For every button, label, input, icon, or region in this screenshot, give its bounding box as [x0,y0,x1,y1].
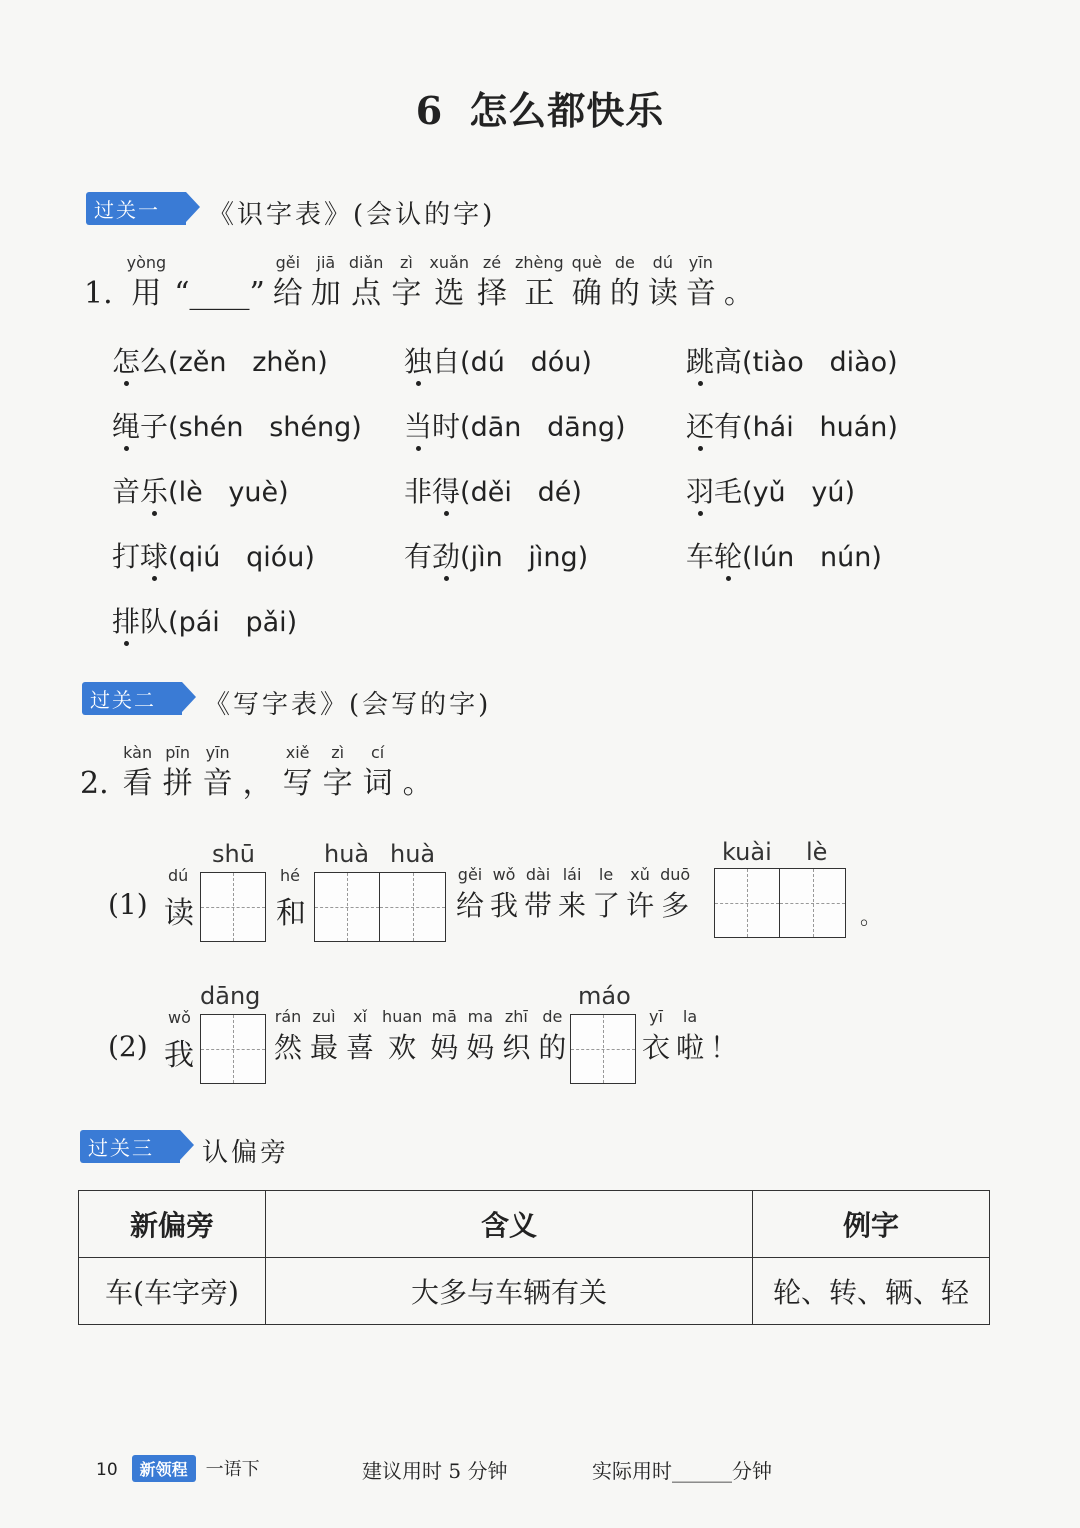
pinyin: de [614,253,635,272]
q1-token [311,252,341,314]
hanzi: 带 [524,889,553,922]
section3-header [80,1130,289,1169]
write-line-2 [108,980,1058,1090]
hanzi: 喜 [346,1031,375,1064]
line1-token [660,864,690,926]
grade-label: 一语下 [205,1459,260,1480]
hanzi: 了 [592,889,621,922]
page-title [0,80,1080,135]
pinyin: zé [482,253,502,272]
writing-box-huahua[interactable] [314,872,446,942]
line2-token [538,1006,566,1068]
char-wo: 我 [164,1038,194,1073]
pinyin: jiā [316,253,336,272]
reading-item[interactable] [404,405,626,445]
lesson-number: 6 [415,88,444,133]
hanzi: 妈 [466,1031,495,1064]
pinyin: kàn [123,743,153,762]
char-he: 和 [276,896,306,931]
q1-token [127,252,167,314]
pinyin-options[interactable]: (zěn zhěn) [168,347,328,378]
pinyin-options[interactable]: (děi dé) [460,477,582,508]
hanzi: 的 [609,276,640,311]
dotted-char: 轮 [714,540,743,573]
pinyin: de [542,1007,563,1026]
writing-box-shu[interactable] [200,872,266,946]
hanzi: “____” [174,276,265,311]
hanzi: 织 [502,1031,531,1064]
hanzi: 的 [538,1031,567,1064]
pinyin: yīn [205,743,230,762]
q1-token [174,252,265,314]
pinyin: diǎn [348,253,384,272]
pinyin-options[interactable]: (qiú qióu) [168,542,315,573]
section2-title: 《写字表》(会写的字) [204,690,492,720]
hanzi: ， [242,766,273,801]
hanzi: ！ [710,1031,739,1064]
dotted-char: 还 [686,410,715,443]
pinyin-options[interactable]: (dān dāng) [460,412,626,443]
pinyin: duō [660,865,691,884]
pinyin: yīn [688,253,713,272]
q1-token [477,252,507,314]
pinyin: lái [562,865,582,884]
char: 非 [404,475,433,508]
hanzi: 给 [272,276,303,311]
q2-token [163,742,193,804]
char: 有 [714,410,743,443]
section1-badge: 过关一 [86,192,186,225]
box1-pinyin: shū [212,840,255,868]
line2-label: (2) [108,1030,148,1063]
section1-header [86,192,495,231]
pinyin: zhèng [514,253,564,272]
line1-token [592,864,620,926]
q1-token [429,252,469,314]
hanzi: 拼 [162,766,193,801]
line2-token [502,1006,530,1068]
reading-item[interactable] [112,600,297,640]
question2-number: 2. [80,766,109,801]
q1-token [273,252,303,314]
char: 打 [112,540,141,573]
pinyin: dài [525,865,551,884]
line1-token [456,864,484,926]
pinyin-options[interactable]: (tiào diào) [742,347,898,378]
write-line-1 [108,838,1058,948]
hanzi: 啦 [676,1031,705,1064]
reading-item[interactable] [112,535,315,575]
pinyin-options[interactable]: (lè yuè) [168,477,289,508]
section1-title: 《识字表》(会认的字) [208,200,496,230]
section2-header [82,682,491,721]
reading-item[interactable] [686,535,882,575]
pinyin: xuǎn [429,253,469,272]
line1-label: (1) [108,888,148,921]
pinyin-options[interactable]: (dú dóu) [460,347,592,378]
pinyin-options[interactable]: (jìn jìng) [460,542,589,573]
char: 队 [140,605,169,638]
line1-token [524,864,552,926]
section2-badge: 过关二 [82,682,182,715]
footer-left [96,1455,260,1482]
line1-end-punct: 。 [860,905,883,930]
hanzi: 最 [310,1031,339,1064]
pinyin: le [598,865,614,884]
char: 车 [686,540,715,573]
pinyin: què [571,253,602,272]
lesson-title: 怎么都快乐 [469,88,665,133]
line1-token [558,864,586,926]
char-du: 读 [164,896,194,931]
hanzi: 我 [490,889,519,922]
pinyin-du: dú [168,866,189,885]
dotted-char: 跳 [686,345,715,378]
pinyin: mā [431,1007,457,1026]
box2-pinyin-1: huà [324,840,370,868]
pinyin: xǔ [630,865,650,884]
question1-number: 1. [84,276,113,311]
pinyin: yī [649,1007,663,1026]
pinyin-wo: wǒ [168,1008,191,1027]
hanzi: 读 [647,276,678,311]
hanzi: 来 [558,889,587,922]
dotted-char: 劲 [432,540,461,573]
q2-token [363,742,393,804]
char: 自 [432,345,461,378]
dotted-char: 乐 [140,475,169,508]
pinyin: huan [382,1007,423,1026]
q1-token [349,252,384,314]
pinyin-options[interactable]: (shén shéng) [168,412,362,443]
pinyin: ma [467,1007,493,1026]
actual-time-unit: 分钟 [732,1459,772,1483]
hanzi: 许 [626,889,655,922]
q1-token [515,252,564,314]
line2-token [274,1006,302,1068]
table-header-meaning: 含义 [266,1191,753,1258]
pinyin-options[interactable]: (pái pǎi) [168,607,298,638]
hanzi: 欢 [388,1031,417,1064]
hanzi: 给 [456,889,485,922]
pinyin: xiě [285,743,310,762]
pinyin: zuì [312,1007,336,1026]
q1-token [610,252,640,314]
q2-token [203,742,233,804]
pinyin: zhī [504,1007,528,1026]
pinyin: cí [371,743,385,762]
pinyin: zì [400,253,413,272]
line2-end-token [710,1006,738,1068]
hanzi: 用 [131,276,162,311]
hanzi: 字 [391,276,422,311]
page-number: 10 [96,1460,118,1480]
dotted-char: 独 [404,345,433,378]
section3-badge: 过关三 [80,1130,180,1163]
table-cell-meaning: 大多与车辆有关 [266,1258,753,1325]
pinyin: gěi [275,253,301,272]
hanzi: 点 [351,276,382,311]
char: 有 [404,540,433,573]
dotted-char: 绳 [112,410,141,443]
reading-item[interactable] [686,470,855,510]
hanzi: 衣 [642,1031,671,1064]
char: 高 [714,345,743,378]
box3-pinyin-2: lè [806,838,828,866]
box-mao-pinyin: máo [578,982,631,1010]
q1-token [686,252,716,314]
reading-item[interactable] [404,535,588,575]
table-header-row [79,1191,990,1258]
reading-item[interactable] [112,340,328,380]
q2-token [123,742,153,804]
hanzi: 字 [322,766,353,801]
pinyin-options[interactable]: (yǔ yú) [742,477,856,508]
hanzi: 正 [524,276,555,311]
reading-item[interactable] [686,340,898,380]
box-dang-pinyin: dāng [200,982,261,1010]
q2-token [283,742,313,804]
dotted-char: 得 [432,475,461,508]
box3-pinyin-1: kuài [722,838,772,866]
pinyin: la [682,1007,698,1026]
dotted-char: 羽 [686,475,715,508]
question2 [80,742,443,804]
question1 [84,252,762,314]
hanzi: 音 [685,276,716,311]
writing-box-kuaile[interactable] [714,868,846,938]
hanzi: 然 [274,1031,303,1064]
writing-box-dang[interactable] [200,1014,266,1088]
pinyin-he: hé [280,866,300,885]
table-header-examples: 例字 [753,1191,990,1258]
table-cell-examples: 轮、转、辆、轻 [753,1258,990,1325]
box2-pinyin-2: huà [390,840,436,868]
hanzi: 。 [723,276,754,311]
hanzi: 选 [434,276,465,311]
char: 子 [140,410,169,443]
line2-token [310,1006,338,1068]
table-header-radical: 新偏旁 [79,1191,266,1258]
line2-end-token [676,1006,704,1068]
char: 么 [140,345,169,378]
pinyin-options[interactable]: (lún nún) [742,542,882,573]
actual-time-label: 实际用时 [592,1459,672,1483]
reading-item[interactable] [404,470,582,510]
line2-end-token [642,1006,670,1068]
q1-token [572,252,602,314]
pinyin: wǒ [492,865,516,884]
writing-box-mao[interactable] [570,1014,636,1088]
hanzi: 音 [202,766,233,801]
pinyin-options[interactable]: (hái huán) [742,412,898,443]
pinyin: zì [331,743,345,762]
pinyin: yòng [126,253,167,272]
reading-item[interactable] [686,405,898,445]
q2-token [323,742,353,804]
publisher-logo: 新领程 [132,1455,196,1482]
pinyin: gěi [457,865,483,884]
radical-table [78,1190,990,1325]
line2-token [382,1006,422,1068]
dotted-char: 当 [404,410,433,443]
pinyin: rán [274,1007,302,1026]
hanzi: 。 [402,766,433,801]
q1-token [391,252,421,314]
dotted-char: 怎 [112,345,141,378]
pinyin: dú [652,253,673,272]
line2-token [466,1006,494,1068]
section3-title: 认偏旁 [202,1138,290,1168]
hanzi: 妈 [430,1031,459,1064]
actual-time-blank[interactable]: ______ [672,1459,732,1483]
line1-token [626,864,654,926]
reading-item[interactable] [404,340,592,380]
line1-token [490,864,518,926]
q2-token [403,742,433,804]
hanzi: 看 [122,766,153,801]
hanzi: 多 [661,889,690,922]
pinyin: pīn [165,743,190,762]
char: 音 [112,475,141,508]
hanzi: 确 [571,276,602,311]
actual-time [592,1455,772,1484]
table-row [79,1258,990,1325]
q1-token [724,252,754,314]
q2-token [243,742,273,804]
hanzi: 择 [476,276,507,311]
table-cell-radical: 车(车字旁) [79,1258,266,1325]
char: 毛 [714,475,743,508]
hanzi: 词 [362,766,393,801]
hanzi: 加 [310,276,341,311]
pinyin: xǐ [353,1007,367,1026]
line2-token [430,1006,458,1068]
char: 时 [432,410,461,443]
suggested-time: 建议用时 5 分钟 [362,1459,508,1483]
reading-item[interactable] [112,405,362,445]
hanzi: 写 [282,766,313,801]
q1-token [648,252,678,314]
dotted-char: 排 [112,605,141,638]
reading-item[interactable] [112,470,289,510]
line2-token [346,1006,374,1068]
dotted-char: 球 [140,540,169,573]
